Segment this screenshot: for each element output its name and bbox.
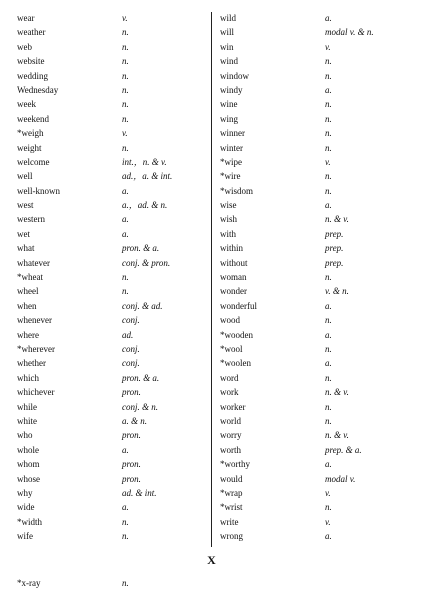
- word-entry: [17, 112, 212, 126]
- word-text: worker: [220, 401, 246, 412]
- part-of-speech: n.: [122, 84, 129, 95]
- word-text: wedding: [17, 70, 48, 81]
- part-of-speech: n.: [122, 142, 129, 153]
- word-entry: [17, 500, 212, 514]
- word-entry: [17, 342, 212, 356]
- part-of-speech: n. & v.: [325, 214, 349, 225]
- part-of-speech: int.，n. & v.: [122, 156, 167, 167]
- word-text: wild: [220, 13, 237, 23]
- word-text: whichever: [17, 387, 55, 398]
- part-of-speech: a.: [122, 228, 129, 239]
- word-entry: [220, 428, 410, 442]
- word-entry: [220, 414, 410, 428]
- word-entry: [17, 141, 212, 155]
- word-entry: [17, 54, 212, 68]
- word-text: would: [220, 473, 243, 484]
- word-entry: [17, 126, 212, 140]
- part-of-speech: n.: [325, 343, 332, 354]
- word-entry: [220, 184, 410, 198]
- word-text: whatever: [17, 257, 50, 268]
- part-of-speech: n.: [325, 272, 332, 283]
- part-of-speech: n.: [122, 578, 129, 588]
- word-text: while: [17, 401, 37, 412]
- word-text: work: [220, 387, 239, 398]
- word-entry: [220, 284, 410, 298]
- word-text: wind: [220, 56, 238, 67]
- part-of-speech: conj. & n.: [122, 401, 158, 412]
- part-of-speech: a.: [325, 200, 332, 211]
- part-of-speech: pron.: [122, 430, 141, 441]
- word-entry: [220, 25, 410, 39]
- part-of-speech: n.: [325, 502, 332, 513]
- word-entry: [220, 241, 410, 255]
- word-entry: [220, 169, 410, 183]
- part-of-speech: v.: [325, 516, 331, 527]
- part-of-speech: v. & n.: [325, 286, 349, 297]
- part-of-speech: n.: [122, 99, 129, 110]
- word-text: wine: [220, 99, 238, 110]
- part-of-speech: pron.: [122, 387, 141, 398]
- word-entry: [220, 486, 410, 500]
- part-of-speech: a.，ad. & n.: [122, 200, 168, 211]
- word-entry: [220, 112, 410, 126]
- word-entry: [17, 284, 212, 298]
- word-text: *wheat: [17, 272, 43, 283]
- word-text: wear: [17, 13, 35, 23]
- part-of-speech: n.: [325, 113, 332, 124]
- part-of-speech: conj.: [122, 358, 140, 369]
- word-entry: [220, 457, 410, 471]
- part-of-speech: prep. & a.: [325, 444, 362, 455]
- word-text: white: [17, 415, 37, 426]
- word-entry: [220, 126, 410, 140]
- word-entry: [17, 69, 212, 83]
- part-of-speech: n.: [122, 516, 129, 527]
- word-text: wing: [220, 113, 238, 124]
- part-of-speech: prep.: [325, 228, 344, 239]
- part-of-speech: conj. & pron.: [122, 257, 171, 268]
- part-of-speech: a.: [122, 185, 129, 196]
- word-entry: [17, 97, 212, 111]
- word-entry: [17, 299, 212, 313]
- word-entry: [17, 371, 212, 385]
- word-entry: [220, 212, 410, 226]
- word-text: web: [17, 41, 32, 52]
- word-entry: [17, 169, 212, 183]
- part-of-speech: prep.: [325, 243, 344, 254]
- part-of-speech: a.: [325, 300, 332, 311]
- word-text: *wisdom: [220, 185, 254, 196]
- word-text: wide: [17, 502, 35, 513]
- right-word-column: [220, 11, 410, 543]
- part-of-speech: pron.: [122, 459, 141, 470]
- word-entry: [17, 25, 212, 39]
- left-word-column: [17, 11, 212, 543]
- word-text: weather: [17, 27, 46, 38]
- word-entry: [220, 328, 410, 342]
- part-of-speech: n.: [122, 70, 129, 81]
- part-of-speech: a.: [325, 531, 332, 542]
- word-text: wife: [17, 531, 33, 542]
- word-text: with: [220, 228, 237, 239]
- part-of-speech: n.: [325, 401, 332, 412]
- part-of-speech: a.: [325, 329, 332, 340]
- part-of-speech: ad. & int.: [122, 487, 157, 498]
- word-entry: [220, 529, 410, 543]
- word-text: whose: [17, 473, 40, 484]
- word-entry: [220, 97, 410, 111]
- part-of-speech: a.: [325, 84, 332, 95]
- part-of-speech: n.: [122, 531, 129, 542]
- word-entry: [220, 198, 410, 212]
- word-entry: [220, 385, 410, 399]
- word-text: wood: [220, 315, 240, 326]
- part-of-speech: n.: [122, 56, 129, 67]
- word-text: wise: [220, 200, 237, 211]
- word-text: wet: [17, 228, 30, 239]
- word-entry: [220, 155, 410, 169]
- word-text: well-known: [17, 185, 60, 196]
- word-text: *x-ray: [17, 578, 41, 588]
- part-of-speech: n.: [325, 185, 332, 196]
- part-of-speech: pron.: [122, 473, 141, 484]
- word-entry: [220, 83, 410, 97]
- word-text: whole: [17, 444, 39, 455]
- word-entry: [17, 11, 212, 25]
- word-entry: [17, 443, 212, 457]
- word-text: will: [220, 27, 235, 38]
- part-of-speech: pron. & a.: [122, 372, 160, 383]
- word-text: weight: [17, 142, 42, 153]
- part-of-speech: modal v.: [325, 473, 356, 484]
- word-text: what: [17, 243, 35, 254]
- word-text: woman: [220, 272, 247, 283]
- word-entry: [17, 313, 212, 327]
- word-text: winter: [220, 142, 243, 153]
- x-section-entries: [17, 576, 212, 590]
- word-text: weekend: [17, 113, 49, 124]
- word-text: *woolen: [220, 358, 251, 369]
- word-entry: [220, 270, 410, 284]
- part-of-speech: n.: [122, 272, 129, 283]
- word-entry: [17, 457, 212, 471]
- word-text: Wednesday: [17, 84, 59, 95]
- word-text: western: [17, 214, 45, 225]
- part-of-speech: v.: [325, 41, 331, 52]
- word-entry: [17, 400, 212, 414]
- word-text: wish: [220, 214, 238, 225]
- word-text: *weigh: [17, 128, 44, 139]
- word-entry: [17, 270, 212, 284]
- part-of-speech: n.: [325, 128, 332, 139]
- word-entry: [220, 256, 410, 270]
- word-text: wonder: [220, 286, 247, 297]
- word-text: whom: [17, 459, 40, 470]
- part-of-speech: n.: [122, 113, 129, 124]
- part-of-speech: a.: [325, 459, 332, 470]
- word-text: week: [17, 99, 36, 110]
- word-entry: [17, 414, 212, 428]
- word-text: when: [17, 300, 37, 311]
- part-of-speech: v.: [122, 128, 128, 139]
- part-of-speech: n.: [122, 41, 129, 52]
- word-entry: [17, 241, 212, 255]
- word-text: *wool: [220, 343, 243, 354]
- word-text: winner: [220, 128, 245, 139]
- word-entry: [17, 155, 212, 169]
- word-entry: [17, 356, 212, 370]
- word-entry: [220, 141, 410, 155]
- word-entry: [220, 443, 410, 457]
- word-text: where: [17, 329, 39, 340]
- part-of-speech: n.: [122, 286, 129, 297]
- word-entry: [220, 342, 410, 356]
- word-entry: [220, 299, 410, 313]
- part-of-speech: v.: [325, 156, 331, 167]
- word-entry: [17, 184, 212, 198]
- word-entry: [17, 385, 212, 399]
- part-of-speech: a.: [122, 444, 129, 455]
- part-of-speech: pron. & a.: [122, 243, 160, 254]
- part-of-speech: n.: [325, 315, 332, 326]
- part-of-speech: n.: [325, 415, 332, 426]
- word-entry: [220, 313, 410, 327]
- part-of-speech: n. & v.: [325, 387, 349, 398]
- part-of-speech: conj. & ad.: [122, 300, 163, 311]
- word-text: who: [17, 430, 33, 441]
- part-of-speech: n.: [122, 27, 129, 38]
- word-entry: [17, 328, 212, 342]
- part-of-speech: prep.: [325, 257, 344, 268]
- word-entry: [17, 515, 212, 529]
- part-of-speech: a. & n.: [122, 415, 148, 426]
- word-entry: [17, 198, 212, 212]
- word-text: whenever: [17, 315, 52, 326]
- word-text: without: [220, 257, 248, 268]
- word-text: wrong: [220, 531, 243, 542]
- word-text: whether: [17, 358, 46, 369]
- part-of-speech: n.: [325, 56, 332, 67]
- word-text: windy: [220, 84, 243, 95]
- word-text: welcome: [17, 156, 50, 167]
- part-of-speech: v.: [122, 13, 128, 23]
- word-text: write: [220, 516, 239, 527]
- word-entry: [17, 529, 212, 543]
- word-entry: [17, 428, 212, 442]
- word-entry: [17, 83, 212, 97]
- word-text: world: [220, 415, 241, 426]
- word-entry: [220, 54, 410, 68]
- word-entry: [17, 486, 212, 500]
- column-divider: [211, 12, 212, 547]
- word-entry: [17, 227, 212, 241]
- word-entry: [220, 11, 410, 25]
- part-of-speech: a.: [122, 502, 129, 513]
- word-text: *wrist: [220, 502, 243, 513]
- word-text: west: [17, 200, 34, 211]
- word-entry: [220, 40, 410, 54]
- word-entry: [220, 356, 410, 370]
- word-text: window: [220, 70, 249, 81]
- word-text: website: [17, 56, 45, 67]
- word-entry: [220, 500, 410, 514]
- word-text: *wipe: [220, 156, 242, 167]
- word-entry: [220, 515, 410, 529]
- word-entry: [220, 69, 410, 83]
- word-entry: [17, 576, 212, 590]
- word-entry: [220, 472, 410, 486]
- word-text: *wherever: [17, 343, 55, 354]
- word-entry: [220, 371, 410, 385]
- word-entry: [17, 212, 212, 226]
- word-text: word: [220, 372, 239, 383]
- word-text: *worthy: [220, 459, 250, 470]
- word-text: win: [220, 41, 234, 52]
- word-entry: [17, 472, 212, 486]
- word-entry: [17, 256, 212, 270]
- part-of-speech: a.: [325, 358, 332, 369]
- part-of-speech: n.: [325, 70, 332, 81]
- part-of-speech: n.: [325, 372, 332, 383]
- word-text: *wrap: [220, 487, 243, 498]
- word-text: *wire: [220, 171, 241, 182]
- word-text: why: [17, 487, 33, 498]
- word-entry: [220, 400, 410, 414]
- word-text: which: [17, 372, 39, 383]
- word-text: *wooden: [220, 329, 253, 340]
- word-entry: [17, 40, 212, 54]
- part-of-speech: a.: [122, 214, 129, 225]
- part-of-speech: a.: [325, 13, 332, 23]
- part-of-speech: conj.: [122, 343, 140, 354]
- word-text: wonderful: [220, 300, 257, 311]
- word-text: well: [17, 171, 33, 182]
- word-text: worry: [220, 430, 242, 441]
- word-text: worth: [220, 444, 241, 455]
- part-of-speech: ad.，a. & int.: [122, 171, 173, 182]
- part-of-speech: v.: [325, 487, 331, 498]
- part-of-speech: modal v. & n.: [325, 27, 374, 38]
- section-heading-x: X: [207, 553, 216, 567]
- part-of-speech: n.: [325, 142, 332, 153]
- part-of-speech: conj.: [122, 315, 140, 326]
- word-text: *width: [17, 516, 43, 527]
- part-of-speech: n. & v.: [325, 430, 349, 441]
- word-entry: [220, 227, 410, 241]
- word-text: wheel: [17, 286, 39, 297]
- word-text: within: [220, 243, 244, 254]
- part-of-speech: ad.: [122, 329, 134, 340]
- part-of-speech: n.: [325, 99, 332, 110]
- part-of-speech: n.: [325, 171, 332, 182]
